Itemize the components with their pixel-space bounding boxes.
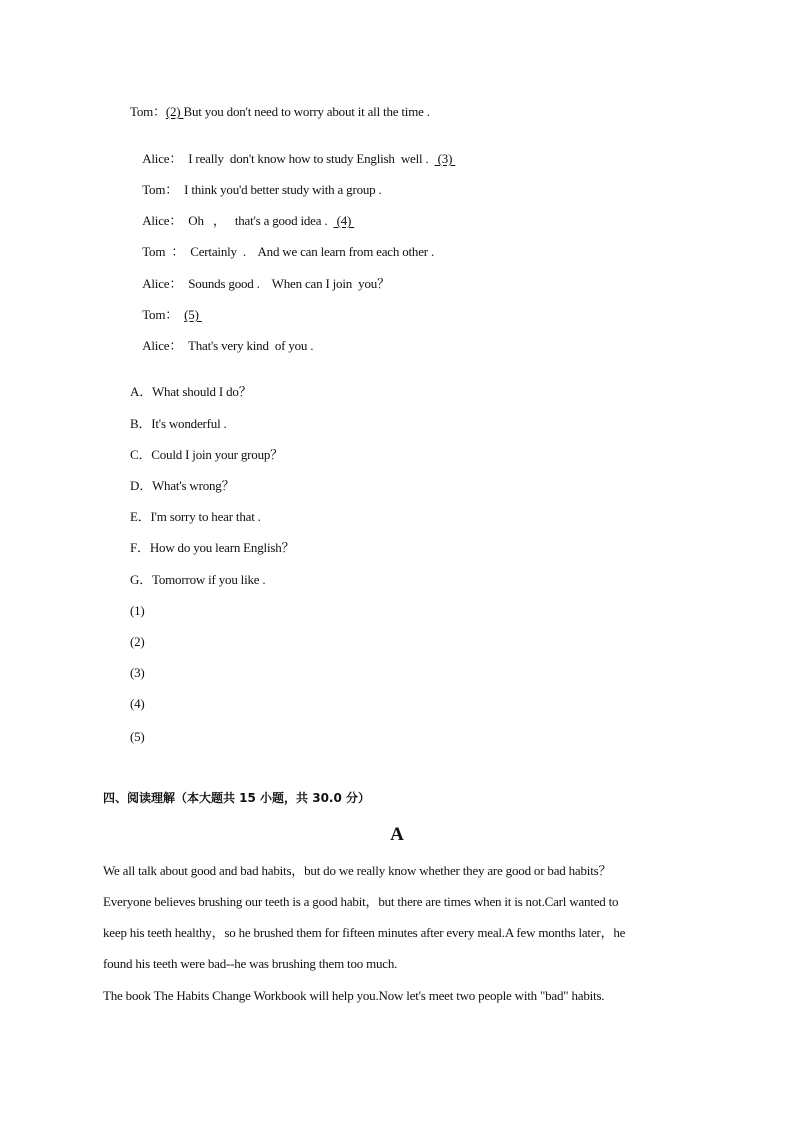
speaker: Alice： [142,213,183,228]
answer-4: (4) [130,696,145,711]
speaker: Alice： [142,338,183,353]
option-d: D．What's wrong？ [130,478,235,493]
dialogue-line-1 [130,104,430,120]
answer-blank: (5) [184,307,202,322]
passage-line-4: found his teeth were bad--he was brushing them too much. [103,956,398,971]
dialogue-text: I think you'd better study with a group . [178,182,382,197]
answer-5: (5) [130,729,145,744]
dialogue-text: I really don't know how to study English well . [182,151,435,166]
passage-line-2: Everyone believes brushing our teeth is a good habit，but there are times when it is not.Carl wanted to [103,894,619,909]
dialogue-text: Certainly . And we can learn from each other . [184,244,435,259]
section-heading: 四、阅读理解（本大题共 15 小题，共 30.0 分） [103,791,371,805]
answer-blank: (2) [165,104,184,119]
answer-blank: (3) [434,151,456,166]
dialogue-text: That's very kind of you . [182,338,314,353]
option-c: C．Could I join your group？ [130,447,283,462]
option-b: B．It's wonderful . [130,416,227,431]
option-e: E．I'm sorry to hear that . [130,509,261,524]
speaker: Tom： [142,307,179,322]
speaker: Tom ： [142,244,185,259]
option-g: G．Tomorrow if you like . [130,572,266,587]
dialogue-line-8 [130,322,313,370]
option-f: F．How do you learn English？ [130,540,295,555]
dialogue-text: Oh ， that's a good idea . [182,213,334,228]
dialogue-text: Sounds good . When can I join you？ [182,276,390,291]
passage-line-1: We all talk about good and bad habits，but do we really know whether they are good or bad habits？ [103,863,612,878]
passage-title: A [390,824,404,845]
speaker: Tom： [130,104,166,119]
answer-3: (3) [130,665,145,680]
speaker: Alice： [142,276,183,291]
option-a: A．What should I do？ [130,384,252,399]
passage-line-5: The book The Habits Change Workbook will help you.Now let's meet two people with "bad" habits. [103,988,605,1003]
passage-line-3: keep his teeth healthy，so he brushed them for fifteen minutes after every meal.A few months later，he [103,925,626,940]
answer-2: (2) [130,634,145,649]
speaker: Alice： [142,151,183,166]
dialogue-text: But you don't need to worry about it all the time . [183,104,430,119]
speaker: Tom： [142,182,179,197]
answer-1: (1) [130,603,145,618]
answer-blank: (4) [333,213,355,228]
